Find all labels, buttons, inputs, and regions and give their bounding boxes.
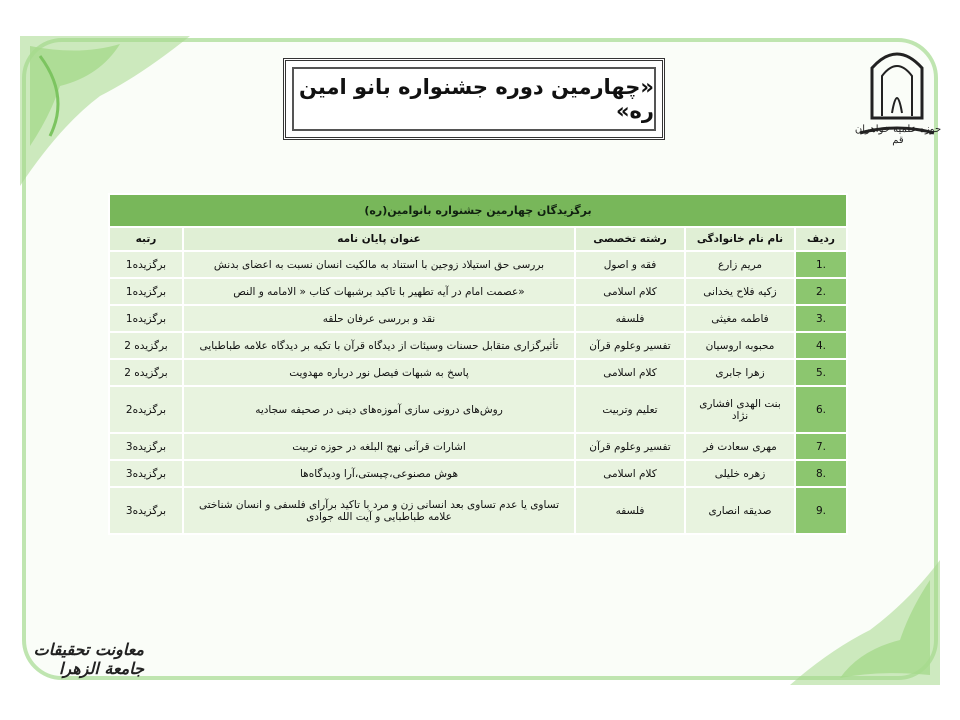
logo-caption: حوزه علمیه خواهران قم [854, 124, 942, 146]
row-rank: برگزیده1 [109, 251, 183, 278]
bottom-right-leaf-ornament [790, 560, 940, 685]
row-thesis: تأثیرگزاری متقابل حسنات وسیئات از دیدگاه قرآن با تکیه بر دیدگاه علامه طباطبایی [183, 332, 575, 359]
row-rank: برگزیده 2 [109, 359, 183, 386]
title-inner-frame [292, 67, 656, 131]
header-name: نام نام خانوادگی [685, 227, 795, 251]
table-row [109, 386, 847, 433]
row-name: زکیه فلاح یخدانی [685, 278, 795, 305]
table-caption: برگزیدگان چهارمین جشنواره بانوامین(ره) [109, 194, 847, 227]
row-field: کلام اسلامی [575, 278, 685, 305]
header-thesis: عنوان پایان نامه [183, 227, 575, 251]
row-field: کلام اسلامی [575, 460, 685, 487]
row-field: کلام اسلامی [575, 359, 685, 386]
row-field: فقه و اصول [575, 251, 685, 278]
page-title: «چهارمین دوره جشنواره بانو امین ره» [299, 75, 654, 123]
row-field: تعلیم وتربیت [575, 386, 685, 433]
row-rank: برگزیده1 [109, 278, 183, 305]
table-caption-row [109, 194, 847, 227]
row-rank: برگزیده 2 [109, 332, 183, 359]
footer-signature: معاونت تحقیقات جامعة الزهرا [33, 640, 144, 678]
top-left-leaf-ornament [20, 36, 200, 186]
row-rank: برگزیده2 [109, 386, 183, 433]
row-name: فاطمه مغیثی [685, 305, 795, 332]
header-field: رشته تخصصی [575, 227, 685, 251]
row-name: مریم زارع [685, 251, 795, 278]
table-row [109, 332, 847, 359]
row-thesis: هوش مصنوعی،چیستی،آرا ودیدگاه‌ها [183, 460, 575, 487]
row-index: .6 [795, 386, 847, 433]
row-name: محبوبه اروسیان [685, 332, 795, 359]
row-rank: برگزیده3 [109, 487, 183, 534]
table-row [109, 251, 847, 278]
row-field: فلسفه [575, 305, 685, 332]
row-name: صدیقه انصاری [685, 487, 795, 534]
row-index: .2 [795, 278, 847, 305]
row-name: زهره خلیلی [685, 460, 795, 487]
row-thesis: نقد و بررسی عرفان حلقه [183, 305, 575, 332]
winners-table [108, 193, 848, 535]
title-box [283, 58, 665, 140]
row-index: .9 [795, 487, 847, 534]
row-field: فلسفه [575, 487, 685, 534]
row-name: بنت الهدی افشاری نژاد [685, 386, 795, 433]
row-thesis: پاسخ به شبهات فیصل نور درباره مهدویت [183, 359, 575, 386]
row-index: .5 [795, 359, 847, 386]
row-index: .7 [795, 433, 847, 460]
row-thesis: تساوی یا عدم تساوی بعد انسانی زن و مرد با تاکید برآرای فلسفی و انسان شناختی علامه طباطبایی و آیت الله جوادی [183, 487, 575, 534]
row-index: .8 [795, 460, 847, 487]
row-thesis: «عصمت امام در آیه تطهیر با تاکید برشبهات کتاب « الامامه و النص [183, 278, 575, 305]
row-thesis: روش‌های درونی سازی آموزه‌های دینی در صحیفه سجادیه [183, 386, 575, 433]
row-index: .3 [795, 305, 847, 332]
table-row [109, 460, 847, 487]
row-rank: برگزیده3 [109, 433, 183, 460]
row-rank: برگزیده1 [109, 305, 183, 332]
row-field: تفسیر وعلوم قرآن [575, 433, 685, 460]
row-name: زهرا جابری [685, 359, 795, 386]
header-rank: رتبه [109, 227, 183, 251]
row-field: تفسیر وعلوم قرآن [575, 332, 685, 359]
table-header-row [109, 227, 847, 251]
row-thesis: بررسی حق استیلاد زوجین با استناد به مالکیت انسان نسبت به اعضای بدنش [183, 251, 575, 278]
row-rank: برگزیده3 [109, 460, 183, 487]
table-row [109, 433, 847, 460]
row-index: .1 [795, 251, 847, 278]
row-name: مهری سعادت فر [685, 433, 795, 460]
table-row [109, 278, 847, 305]
row-index: .4 [795, 332, 847, 359]
table-row [109, 487, 847, 534]
header-index: ردیف [795, 227, 847, 251]
row-thesis: اشارات قرآنی نهج البلغه در حوزه تربیت [183, 433, 575, 460]
table-row [109, 359, 847, 386]
table-row [109, 305, 847, 332]
